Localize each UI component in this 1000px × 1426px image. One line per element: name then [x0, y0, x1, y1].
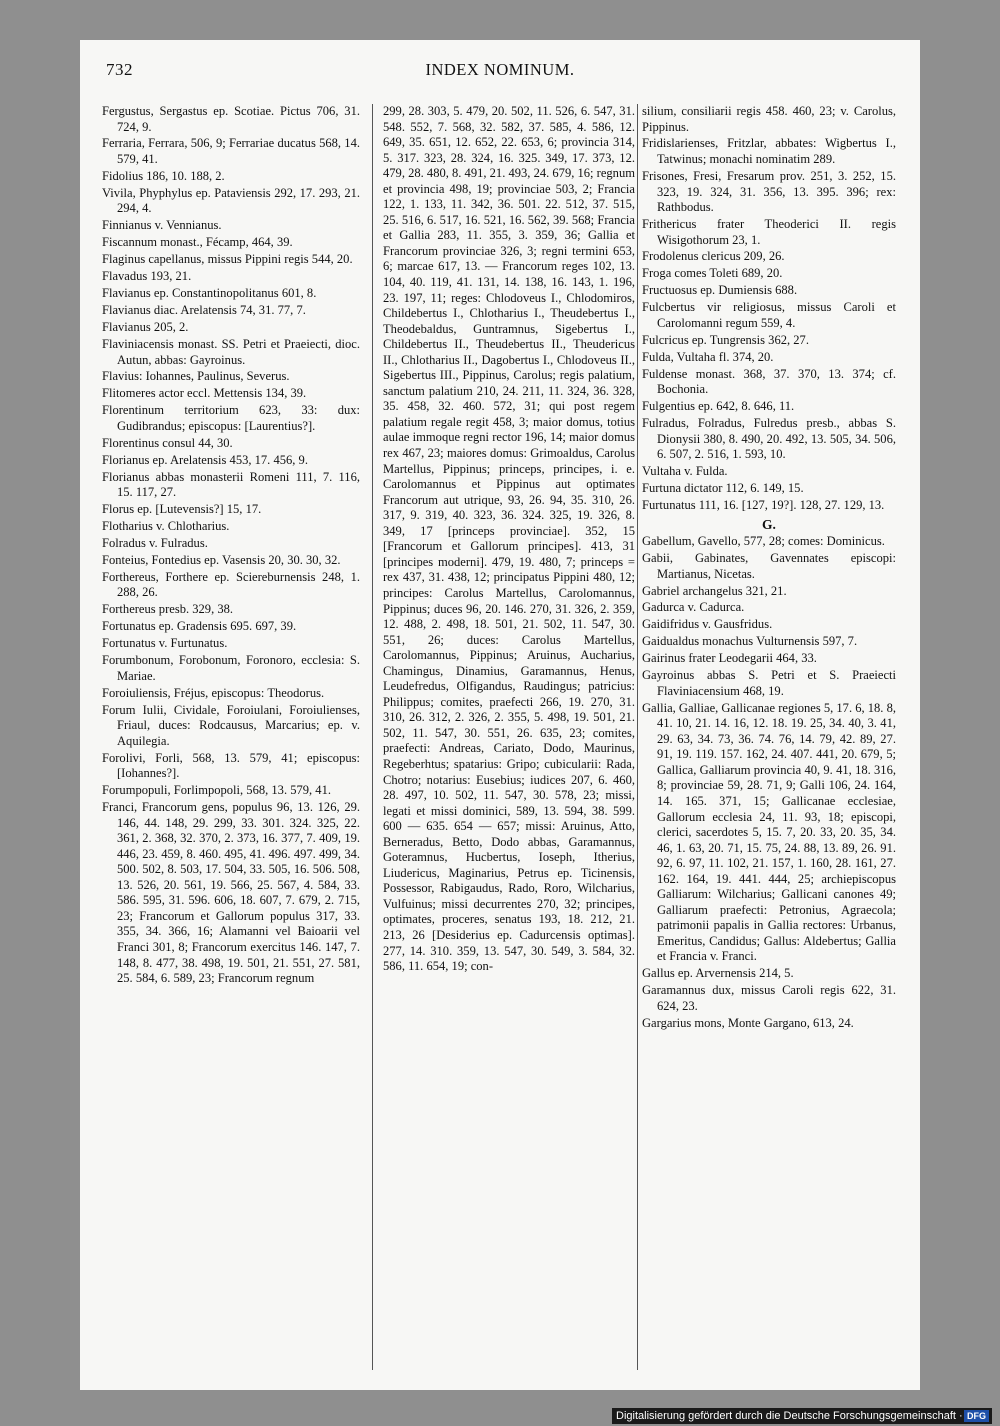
index-entry: Forumbonum, Forobonum, Foronoro, ecclesia: S. Mariae.: [102, 653, 360, 683]
page-header: [106, 60, 894, 86]
index-entry: Gairinus frater Leodegarii 464, 33.: [642, 651, 817, 666]
index-entry: Forum Iulii, Cividale, Foroiulani, Foroiulienses, Friaul, duces: Rodcausus, Marcarius; ep. v. Aquilegia.: [102, 702, 360, 748]
index-entry: Fortunatus v. Furtunatus.: [102, 636, 228, 651]
index-entry: Finnianus v. Vennianus.: [102, 218, 222, 233]
index-entry: Flitomeres actor eccl. Mettensis 134, 39.: [102, 386, 307, 401]
index-entry: Flavianus 205, 2.: [102, 320, 189, 335]
index-entry: Fulcbertus vir religiosus, missus Caroli et Carolomanni regum 559, 4.: [642, 300, 896, 330]
column-divider: [372, 104, 373, 1370]
index-entry: Gaidifridus v. Gausfridus.: [642, 617, 773, 632]
index-column-2: [383, 104, 635, 1374]
index-entry: Fortunatus ep. Gradensis 695. 697, 39.: [102, 619, 297, 634]
index-entry: Florentinum territorium 623, 33: dux: Gudibrandus; episcopus: [Laurentius?].: [102, 403, 360, 433]
index-entry: Vultaha v. Fulda.: [642, 464, 728, 479]
index-entry: Frodolenus clericus 209, 26.: [642, 249, 785, 264]
index-entry: Fridislarienses, Fritzlar, abbates: Wigbertus I., Tatwinus; monachi nominatim 289.: [642, 136, 896, 167]
index-entry: Gadurca v. Cadurca.: [642, 600, 745, 615]
index-entry: Gabellum, Gavello, 577, 28; comes: Dominicus.: [642, 534, 885, 549]
index-entry: Flaviniacensis monast. SS. Petri et Praeiecti, dioc. Autun, abbas: Gayroinus.: [102, 336, 360, 367]
index-entry: Flavius: Iohannes, Paulinus, Severus.: [102, 369, 290, 384]
index-entry: Frithericus frater Theoderici II. regis Wisigothorum 23, 1.: [642, 217, 896, 247]
index-entry: Garamannus dux, missus Caroli regis 622, 31. 624, 23.: [642, 983, 896, 1013]
index-entry: Forolivi, Forli, 568, 13. 579, 41; episcopus: [Iohannes?].: [102, 750, 360, 781]
index-entry: Folradus v. Fulradus.: [102, 536, 208, 551]
index-page: [80, 40, 920, 1390]
index-entry: Gayroinus abbas S. Petri et S. Praeiecti Flaviniacensium 468, 19.: [642, 668, 896, 698]
index-entry: Franci, Francorum gens, populus 96, 13. 126, 29. 146, 44. 148, 29. 299, 33. 301. 324. 325, 22. 361, 2. 368, 32. 370, 2. 373, 16. 377, 7. 409, 19. 446, 23. 459, 8. 460. 495, 41. 496. 497. 499, 34. 500. 502, 8. 503, 17. 504, 33. 505, 16. 506. 508, 13. 526, 20. 561, 19. 566, 25. 567, 4. 584, 33. 586. 595, 31. 596. 606, 18. 607, 7. 679, 2. 715, 23; Francorum et Gallorum populus 317, 33. 355, 34. 366, 16; Alamanni vel Baioarii vel Franci 301, 8; Francorum exercitus 146. 147, 7. 148, 8. 477, 38. 498, 19. 501, 21. 551, 27. 581, 25. 584, 6. 589, 23; Francorum regnum: [102, 800, 360, 986]
funding-footer: [612, 1408, 992, 1424]
index-entry: Gabii, Gabinates, Gavennates episcopi: Martianus, Nicetas.: [642, 551, 896, 581]
footer-text: Digitalisierung gefördert durch die Deutsche Forschungsgemeinschaft ·: [616, 1410, 963, 1422]
index-entry: Fructuosus ep. Dumiensis 688.: [642, 283, 798, 298]
index-entry: Foroiuliensis, Fréjus, episcopus: Theodorus.: [102, 685, 325, 700]
index-entry: Flaginus capellanus, missus Pippini regis 544, 20.: [102, 252, 353, 267]
index-entry: silium, consiliarii regis 458. 460, 23; v. Carolus, Pippinus.: [642, 104, 896, 134]
index-entry: Fulcricus ep. Tungrensis 362, 27.: [642, 332, 809, 347]
index-entry: Vivila, Phyphylus ep. Pataviensis 292, 17. 293, 21. 294, 4.: [102, 185, 360, 216]
index-entry: Furtuna dictator 112, 6. 149, 15.: [642, 481, 804, 496]
index-entry: Forthereus, Forthere ep. Sciereburnensis 248, 1. 288, 26.: [102, 569, 360, 600]
dfg-logo: DFG: [964, 1410, 989, 1422]
index-entry: Flavianus diac. Arelatensis 74, 31. 77, 7.: [102, 303, 306, 318]
column-divider: [637, 104, 638, 1370]
index-entry: Florianus abbas monasterii Romeni 111, 7. 116, 15. 117, 27.: [102, 469, 360, 500]
index-entry: Florianus ep. Arelatensis 453, 17. 456, 9.: [102, 452, 308, 467]
index-entry: Furtunatus 111, 16. [127, 19?]. 128, 27. 129, 13.: [642, 497, 885, 512]
index-entry: Fulgentius ep. 642, 8. 646, 11.: [642, 399, 795, 414]
index-entry: Fuldense monast. 368, 37. 370, 13. 374; cf. Bochonia.: [642, 366, 896, 397]
index-entry: Fiscannum monast., Fécamp, 464, 39.: [102, 235, 293, 250]
index-entry: Gargarius mons, Monte Gargano, 613, 24.: [642, 1015, 854, 1030]
index-entry: Ferraria, Ferrara, 506, 9; Ferrariae ducatus 568, 14. 579, 41.: [102, 136, 360, 167]
index-column-1: [102, 104, 360, 1374]
index-entry: Flavianus ep. Constantinopolitanus 601, 8.: [102, 286, 317, 301]
index-entry: Florentinus consul 44, 30.: [102, 435, 233, 450]
index-entry: Frisones, Fresi, Fresarum prov. 251, 3. 252, 15. 323, 19. 324, 31. 356, 13. 395. 396; rex: Rathbodus.: [642, 168, 896, 215]
index-entry: Froga comes Toleti 689, 20.: [642, 266, 783, 281]
page-title: INDEX NOMINUM.: [425, 60, 575, 79]
letter-heading: G.: [762, 516, 776, 532]
index-entry: Fidolius 186, 10. 188, 2.: [102, 168, 225, 183]
index-entry: Gabriel archangelus 321, 21.: [642, 583, 787, 598]
index-entry: Forthereus presb. 329, 38.: [102, 602, 234, 617]
index-entry: Fergustus, Sergastus ep. Scotiae. Pictus 706, 31. 724, 9.: [102, 104, 360, 134]
index-entry: Florus ep. [Lutevensis?] 15, 17.: [102, 502, 262, 517]
index-entry: Forumpopuli, Forlimpopoli, 568, 13. 579, 41.: [102, 783, 331, 798]
index-entry: Gallus ep. Arvernensis 214, 5.: [642, 966, 794, 981]
index-entry: Fulradus, Folradus, Fulredus presb., abbas S. Dionysii 380, 8. 490, 20. 492, 13. 505, 34. 506, 6. 507, 2. 516, 1. 593, 10.: [642, 416, 896, 462]
index-entry: Fulda, Vultaha fl. 374, 20.: [642, 349, 774, 364]
index-column-3: [642, 104, 896, 1374]
index-entry: Gaidualdus monachus Vulturnensis 597, 7.: [642, 634, 858, 649]
index-entry: Gallia, Galliae, Gallicanae regiones 5, 17. 6, 18. 8, 41. 10, 21. 14. 16, 12. 18. 19. 25, 34. 40, 3. 41, 29. 63, 34. 73, 36. 74. 76, 14. 79, 42. 89, 27. 91, 19. 119. 157. 162, 24. 407. 441, 20. 679, 5; Gallica, Galliarum provincia 40, 9. 41, 18. 316, 8; provinciae 59, 28. 71, 9; Galli 106, 24. 164, 14. 165. 371, 15; Gallicanae ecclesiae, Gallorum ecclesia 24, 11. 93, 18; episcopi, clerici, sacerdotes 5, 15. 7, 20. 33, 20. 35, 34. 46, 1. 63, 20. 71, 15. 75, 24. 88, 13. 89, 26. 91. 92, 6. 97, 11. 102, 21. 157, 1. 160, 28. 161, 27. 162. 164, 19. 441. 444, 25; archiepiscopus Galliarum: Wilcharius; Gallicani canones 49; Galliarum praefecti: Petronius, Agraecola; patrimonii papalis in Gallia rectores: Urbanus, Emeritus, Candidus; Gallus: Aldebertus; Gallia et Francia v. Franci.: [642, 700, 896, 964]
index-entry: Flotharius v. Chlotharius.: [102, 519, 230, 534]
index-entry: Flavadus 193, 21.: [102, 269, 192, 284]
index-entry: 299, 28. 303, 5. 479, 20. 502, 11. 526, 6. 547, 31. 548. 552, 7. 568, 32. 582, 37. 585, 4. 586, 12. 649, 35. 651, 12. 652, 22. 653, 6; provincia 314, 5. 317. 323, 28. 324, 16. 325. 349, 17. 373, 12. 479, 28. 480, 8. 491, 21. 493, 24. 679, 16; regnum et provincia 498, 19; provinciae 503, 2; Francia 122, 1. 133, 11. 342, 36. 501. 22. 512, 37. 515, 25. 516, 6. 517, 16. 521, 16. 562, 39. 568; Francia et Gallia 283, 11. 355, 3. 359, 36; Gallia et Francorum provinciae 326, 3; regni termini 653, 6; marcae 617, 13. — Francorum reges 102, 13. 104, 40. 119, 41. 131, 14. 138, 16. 143, 1. 196, 23. 197, 11; reges: Chlodoveus I., Chlodomiros, Childebertus I., Chlotharius I., Theudebertus I., Theodebaldus, Guntramnus, Sigebertus I., Childebertus II., Theudebertus II., Theudericus II., Chlotharius II., Dagobertus I., Chlodoveus II., Sigebertus III., Pippinus, Carolus; regis palatium, sanctum palatium 210, 24. 211, 11. 324, 36. 328, 35. 458, 32. 460. 572, 31; qui post regem palatium regale regit 458, 3; maior domus, totius aulae immoque regni rector 196, 14; maior domus rex 467, 23; maiores domus: Grimoaldus, Carolus Martellus, Pippinus; princeps, principes, i. e. Carolomannus et Pippinus aut optimates Francorum aut utrique, 93, 26. 94, 35. 310, 26. 317, 9. 319, 40. 323, 36. 324. 325, 19. 326, 8. 349, 17 [princeps provinciae]. 352, 15 [Francorum et Gallorum principes]. 413, 31 [principes moderni]. 479, 19. 480, 7; princeps = rex 437, 31. 438, 12; principatus Pippini 480, 12; principes: Carolus Martellus, Carolomannus, Pippinus; duces 96, 20. 146. 270, 31. 326, 2. 359, 12. 488, 2. 498, 18. 501, 21. 502, 11. 547, 30. 551, 26; duces: Carolus Martellus, Carolomannus, Pippinus; Aruinus, Aucharius, Chamingus, Dinamius, Garamannus, Henus, Leudefredus, Olfigandus, Raudingus; patricius: Philippus; comites, praefecti 266, 19. 270, 31. 310, 26. 312, 2. 326, 2. 355, 5. 498, 19. 501, 21. 502, 11. 547, 30. 551, 26. 635, 23; comites, praefecti: Andreas, Cariato, Dodo, Maurinus, Regeberhtus; spatarius: Gripo; cubicularii: Rada, Chotro; notarius: Eusebius; iudices 207, 6. 460, 28. 497, 10. 502, 11. 547, 30. 578, 23; missi, legati et missi dominici, 589, 13. 594, 38. 599. 600 — 635. 654 — 657; missi: Aruinus, Atto, Berneradus, Betto, Dodo abbas, Garamannus, Goteramnus, Hucbertus, Ioseph, Itherius, Liudericus, Maginarius, Petrus ep. Ticinensis, Possessor, Rabigaudus, Rado, Roro, Wilcharius, Vulfuinus; missi decurrentes 270, 32; principes, optimates, proceres, senatus 193, 18. 212, 21. 213, 26 [Desiderius ep. Cadurcensis optimas]. 277, 14. 310. 359, 13. 547, 30. 549, 3. 584, 32. 586, 11. 654, 19; con-: [383, 104, 635, 974]
page-number: 732: [106, 60, 133, 79]
index-entry: Fonteius, Fontedius ep. Vasensis 20, 30. 30, 32.: [102, 552, 341, 567]
